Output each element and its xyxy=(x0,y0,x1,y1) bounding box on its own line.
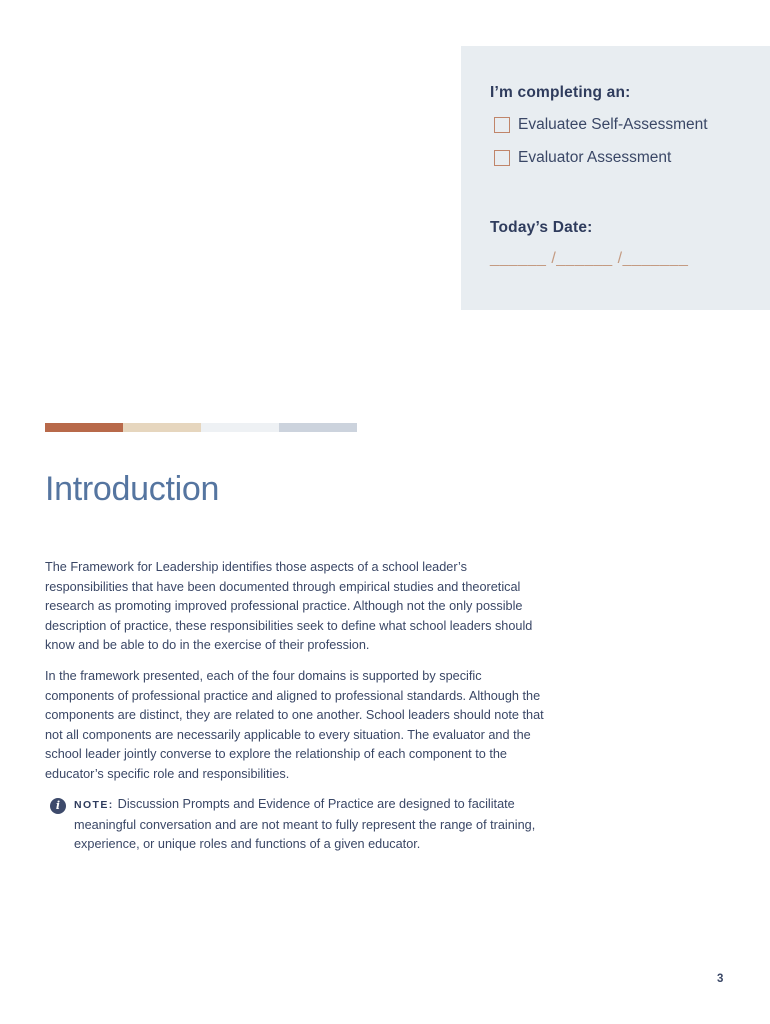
note-callout xyxy=(50,795,550,855)
evaluator-assessment-label: Evaluator Assessment xyxy=(518,149,672,166)
self-assessment-checkbox[interactable] xyxy=(494,117,510,133)
intro-paragraph-2: In the framework presented, each of the four domains is supported by specific components of professional practice and aligned to professional standards. Although the components are distinct, they are related to one another. School leaders should note that not all components are necessarily applicable to every situation. The evaluator and the school leader jointly converse to explore the relationship of each component to the educator’s specific role and responsibilities. xyxy=(45,669,544,781)
intro-paragraph-1: The Framework for Leadership identifies those aspects of a school leader’s responsibilities that have been documented through empirical studies and theoretical research as promoting improved professional practice. Although not the only possible description of practice, these responsibilities seek to define what school leaders should know and be able to do in the exercise of their profession. xyxy=(45,560,533,652)
assessment-type-panel xyxy=(461,46,770,310)
date-field[interactable]: ______ /______ /_______ xyxy=(490,250,689,267)
self-assessment-option[interactable] xyxy=(494,116,708,134)
color-bar-segment xyxy=(279,423,357,432)
color-bar-segment xyxy=(45,423,123,432)
completing-heading: I’m completing an: xyxy=(490,84,631,101)
self-assessment-label: Evaluatee Self-Assessment xyxy=(518,116,708,133)
note-label: NOTE: xyxy=(74,799,114,811)
introduction-title: Introduction xyxy=(45,470,220,508)
info-icon: i xyxy=(50,798,66,814)
date-heading: Today’s Date: xyxy=(490,219,593,236)
note-text xyxy=(74,795,550,855)
color-bar-segment xyxy=(123,423,201,432)
color-bar-segment xyxy=(201,423,279,432)
page-number: 3 xyxy=(717,973,724,985)
note-body: Discussion Prompts and Evidence of Practice are designed to facilitate meaningful conversation and are not meant to fully represent the range of training, experience, or unique roles and functions of a given educator. xyxy=(74,797,536,851)
evaluator-assessment-checkbox[interactable] xyxy=(494,150,510,166)
evaluator-assessment-option[interactable] xyxy=(494,149,671,167)
decorative-color-bar xyxy=(45,423,357,432)
